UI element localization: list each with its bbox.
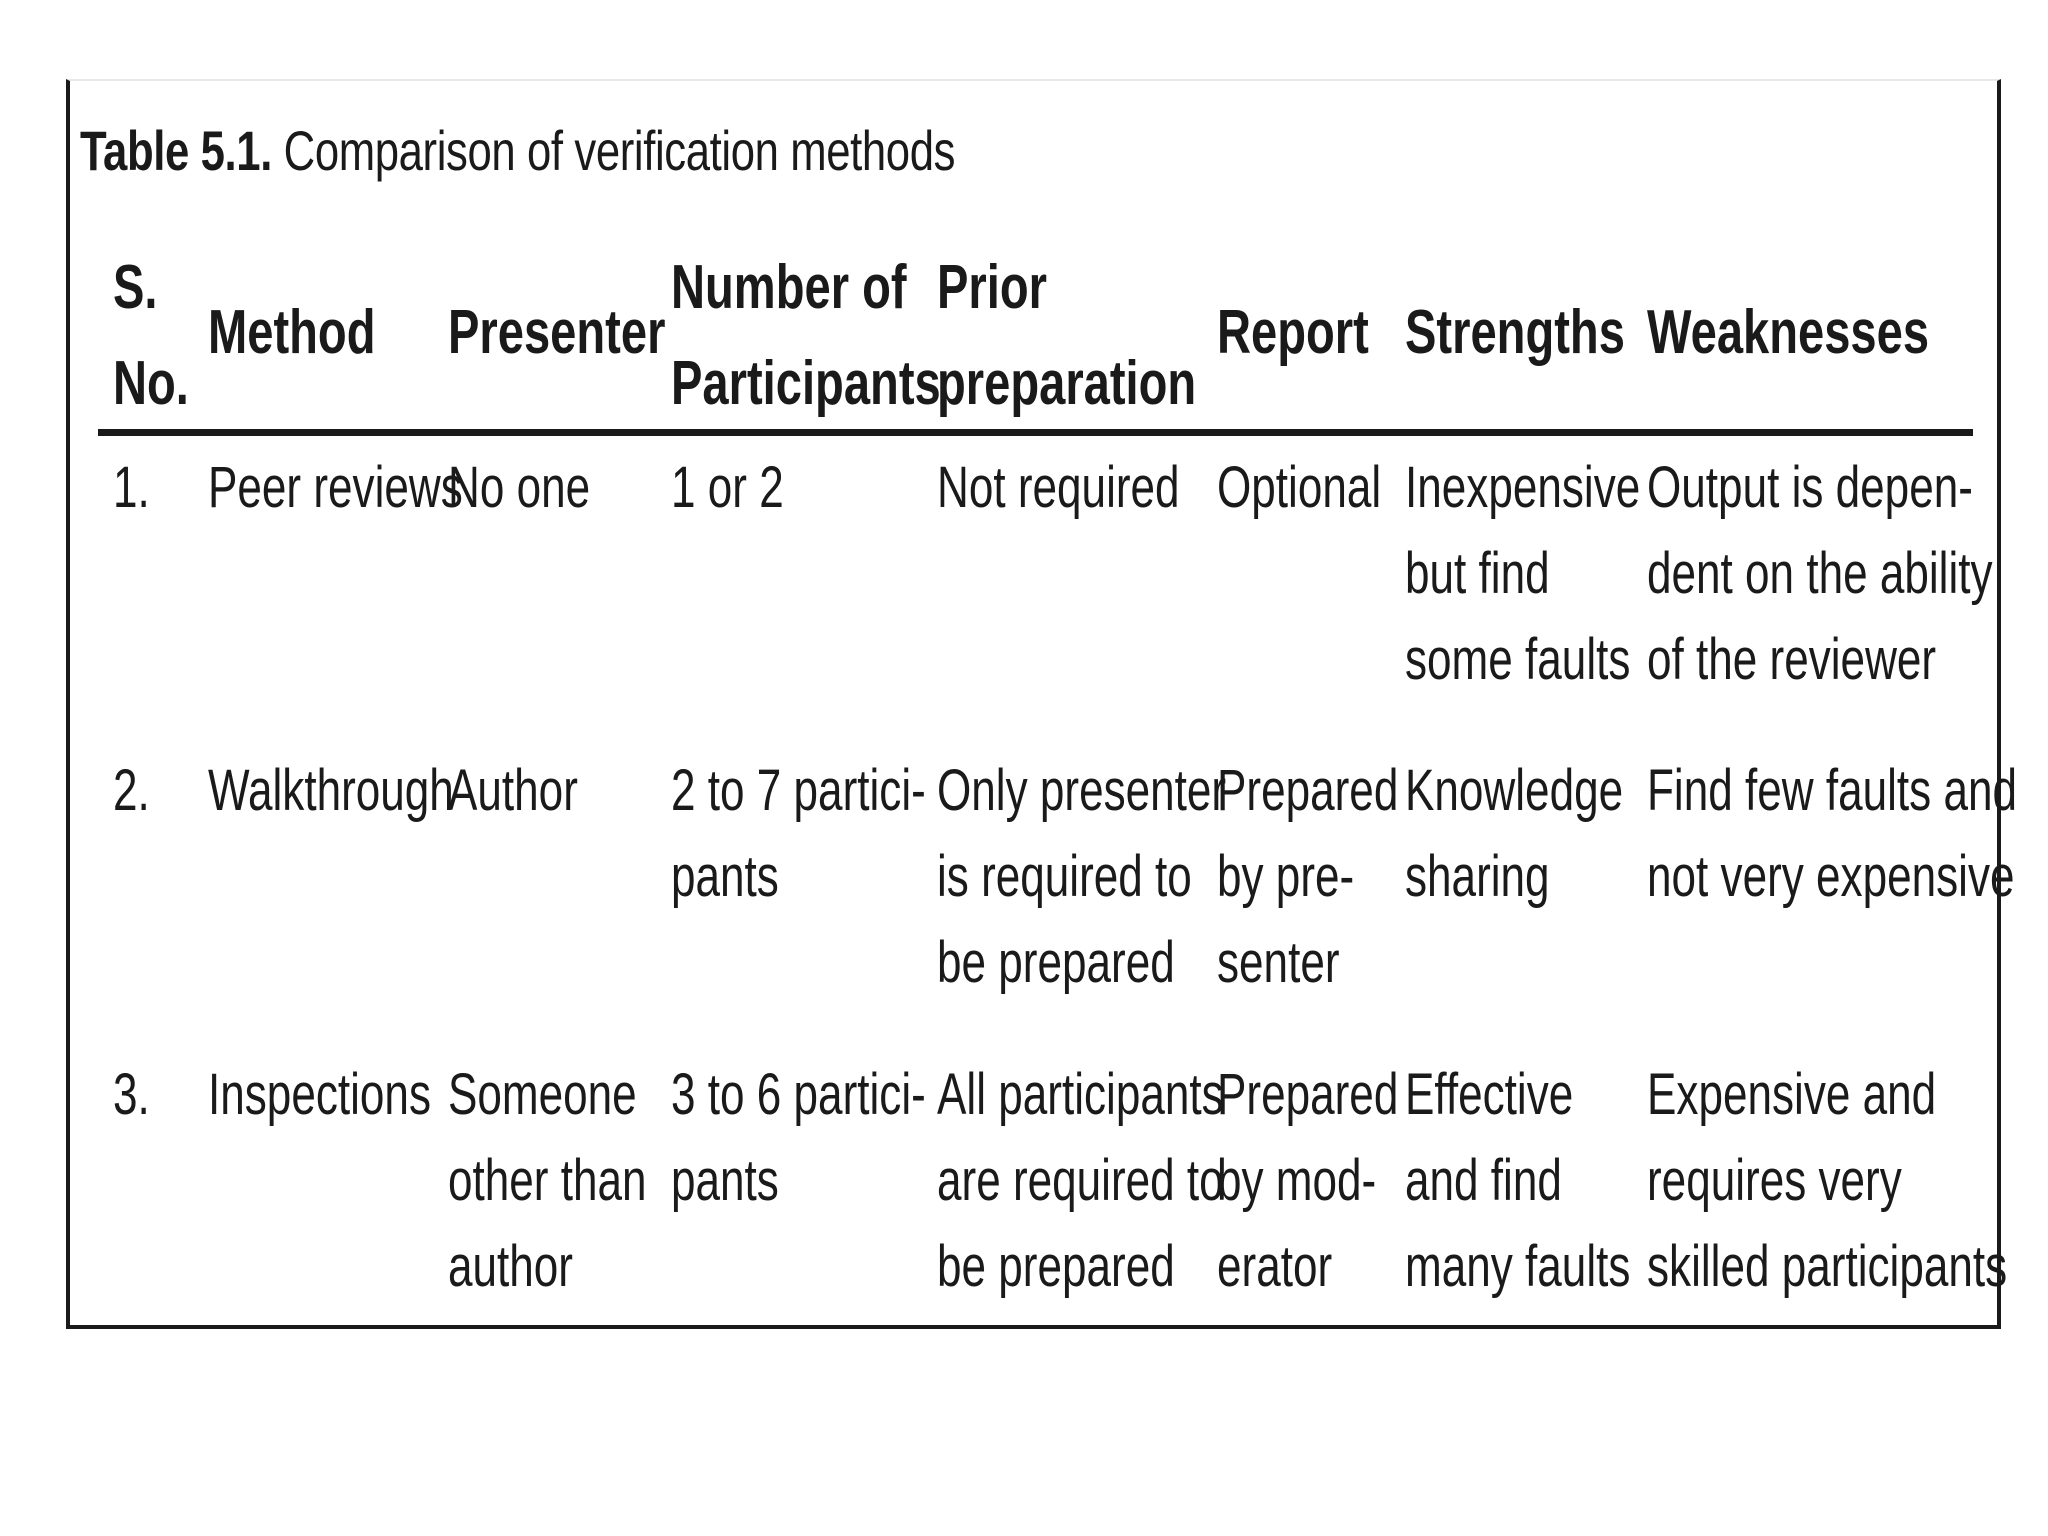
row2-preparation: Only presenter is required to be prepared <box>937 758 1227 995</box>
row2-weaknesses: Find few faults and not very expensive <box>1647 758 2017 909</box>
row3-participants: 3 to 6 partici- pants <box>671 1062 926 1213</box>
caption-label: Table 5.1. <box>80 119 272 182</box>
row3-strengths: Effective and find many faults <box>1405 1062 1631 1299</box>
row2-presenter: Author <box>448 758 578 823</box>
row1-presenter: No one <box>448 455 591 520</box>
row1-method: Peer reviews <box>208 455 463 520</box>
header-prior-line1: Prior <box>937 253 1047 322</box>
row3-report: Prepared by mod- erator <box>1217 1062 1399 1299</box>
caption-text: Comparison of verification methods <box>271 119 956 182</box>
row2-participants: 2 to 7 partici- pants <box>671 758 926 909</box>
row2-report: Prepared by pre- senter <box>1217 758 1399 995</box>
row2-strengths: Knowledge sharing <box>1405 758 1624 909</box>
row1-participants: 1 or 2 <box>671 455 784 520</box>
header-sno-line2: No. <box>113 349 189 418</box>
row1-strengths: Inexpensive but find some faults <box>1405 455 1641 692</box>
row2-method: Walkthrough <box>208 758 454 823</box>
header-sno-line1: S. <box>113 253 158 322</box>
row3-presenter: Someone other than author <box>448 1062 647 1299</box>
row3-method: Inspections <box>208 1062 431 1127</box>
header-participants-line2: Participants <box>671 349 941 418</box>
header-report: Report <box>1217 298 1369 367</box>
row1-report: Optional <box>1217 455 1382 520</box>
row3-sno: 3. <box>113 1062 150 1127</box>
header-participants <box>671 240 941 432</box>
header-method: Method <box>208 298 376 367</box>
header-weaknesses: Weaknesses <box>1647 298 1930 367</box>
row1-weaknesses: Output is depen- dent on the ability of the reviewer <box>1647 455 1993 692</box>
header-participants-line1: Number of <box>671 253 907 322</box>
row1-sno: 1. <box>113 455 150 520</box>
header-sno <box>113 240 189 432</box>
row1-preparation: Not required <box>937 455 1180 520</box>
row3-preparation: All participants are required to be prepared <box>937 1062 1224 1299</box>
header-prior-line2: preparation <box>937 349 1197 418</box>
header-presenter: Presenter <box>448 298 666 367</box>
row3-weaknesses: Expensive and requires very skilled participants <box>1647 1062 2008 1299</box>
header-strengths: Strengths <box>1405 298 1625 367</box>
row2-sno: 2. <box>113 758 150 823</box>
table-caption <box>80 118 955 183</box>
header-prior-preparation <box>937 240 1196 432</box>
header-rule <box>98 429 1973 436</box>
